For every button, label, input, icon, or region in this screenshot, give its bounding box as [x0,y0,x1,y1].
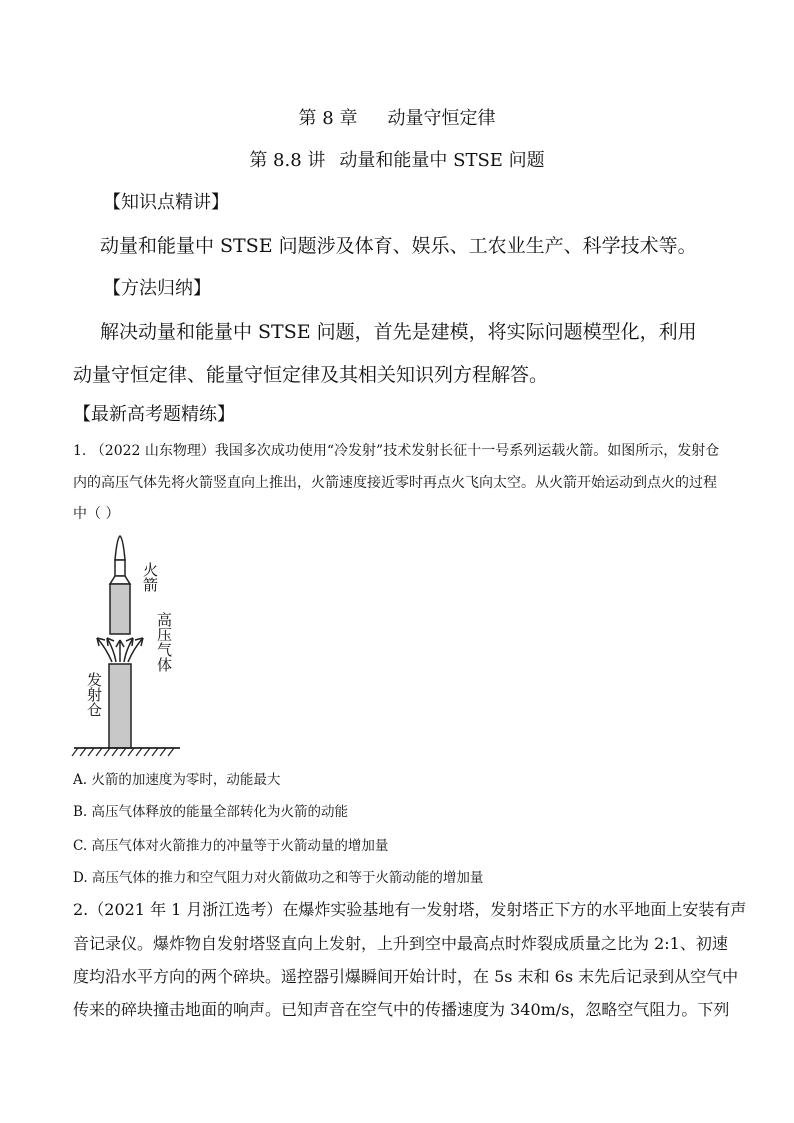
option-d: D. 高压气体的推力和空气阻力对火箭做功之和等于火箭动能的增加量 [73,870,484,886]
method-text-line2: 动量守恒定律、能量守恒定律及其相关知识列方程解答。 [73,364,549,386]
question1-line2: 内的高压气体先将火箭竖直向上推出，火箭速度接近零时再点火飞向太空。从火箭开始运动到点火的过程 [73,475,717,491]
rocket-shape [110,536,130,634]
rocket-diagram [70,530,210,758]
silo-shape [109,664,131,748]
rocket-launch-figure [70,530,210,758]
question2-line4: 传来的碎块撞击地面的响声。已知声音在空气中的传播速度为 340m/s，忽略空气阻力。下列 [73,1000,730,1019]
option-c: C. 高压气体对火箭推力的冲量等于火箭动量的增加量 [73,838,389,854]
chapter-number: 第 8 章 [298,108,358,129]
gas-arrows [97,638,143,662]
ground [72,748,180,756]
question2-line3: 度均沿水平方向的两个碎块。遥控器引爆瞬间开始计时，在 5s 末和 6s 末先后记录到从空气中 [73,967,739,986]
question1-line3: 中（ ） [73,506,120,522]
knowledge-heading: 【知识点精讲】 [103,192,229,213]
question2-line1: 2.（2021 年 1 月浙江选考）在爆炸实验基地有一发射塔，发射塔正下方的水平地面上安装有声 [73,900,747,919]
question2-line2: 音记录仪。爆炸物自发射塔竖直向上发射，上升到空中最高点时炸裂成质量之比为 2:1、初速 [73,934,728,953]
lecture-number: 第 8.8 讲 [249,150,326,171]
exam-heading: 【最新高考题精练】 [73,404,235,425]
gas-label: 高压气体 [155,612,173,672]
option-b: B. 高压气体释放的能量全部转化为火箭的动能 [73,804,349,820]
lecture-name: 动量和能量中 STSE 问题 [339,150,545,171]
method-text-line1: 解决动量和能量中 STSE 问题，首先是建模，将实际问题模型化，利用 [100,321,697,343]
chapter-name: 动量守恒定律 [387,108,496,129]
lecture-title [0,146,794,172]
method-heading: 【方法归纳】 [103,278,211,299]
rocket-label: 火箭 [141,562,159,592]
knowledge-text: 动量和能量中 STSE 问题涉及体育、娱乐、工农业生产、科学技术等。 [100,235,697,257]
chapter-title [0,104,794,130]
question1-line1: 1. （2022 山东物理）我国多次成功使用“冷发射”技术发射长征十一号系列运载火箭。如图所示，发射仓 [73,443,720,459]
option-a: A. 火箭的加速度为零时，动能最大 [73,772,281,788]
silo-label: 发射仓 [85,672,103,717]
